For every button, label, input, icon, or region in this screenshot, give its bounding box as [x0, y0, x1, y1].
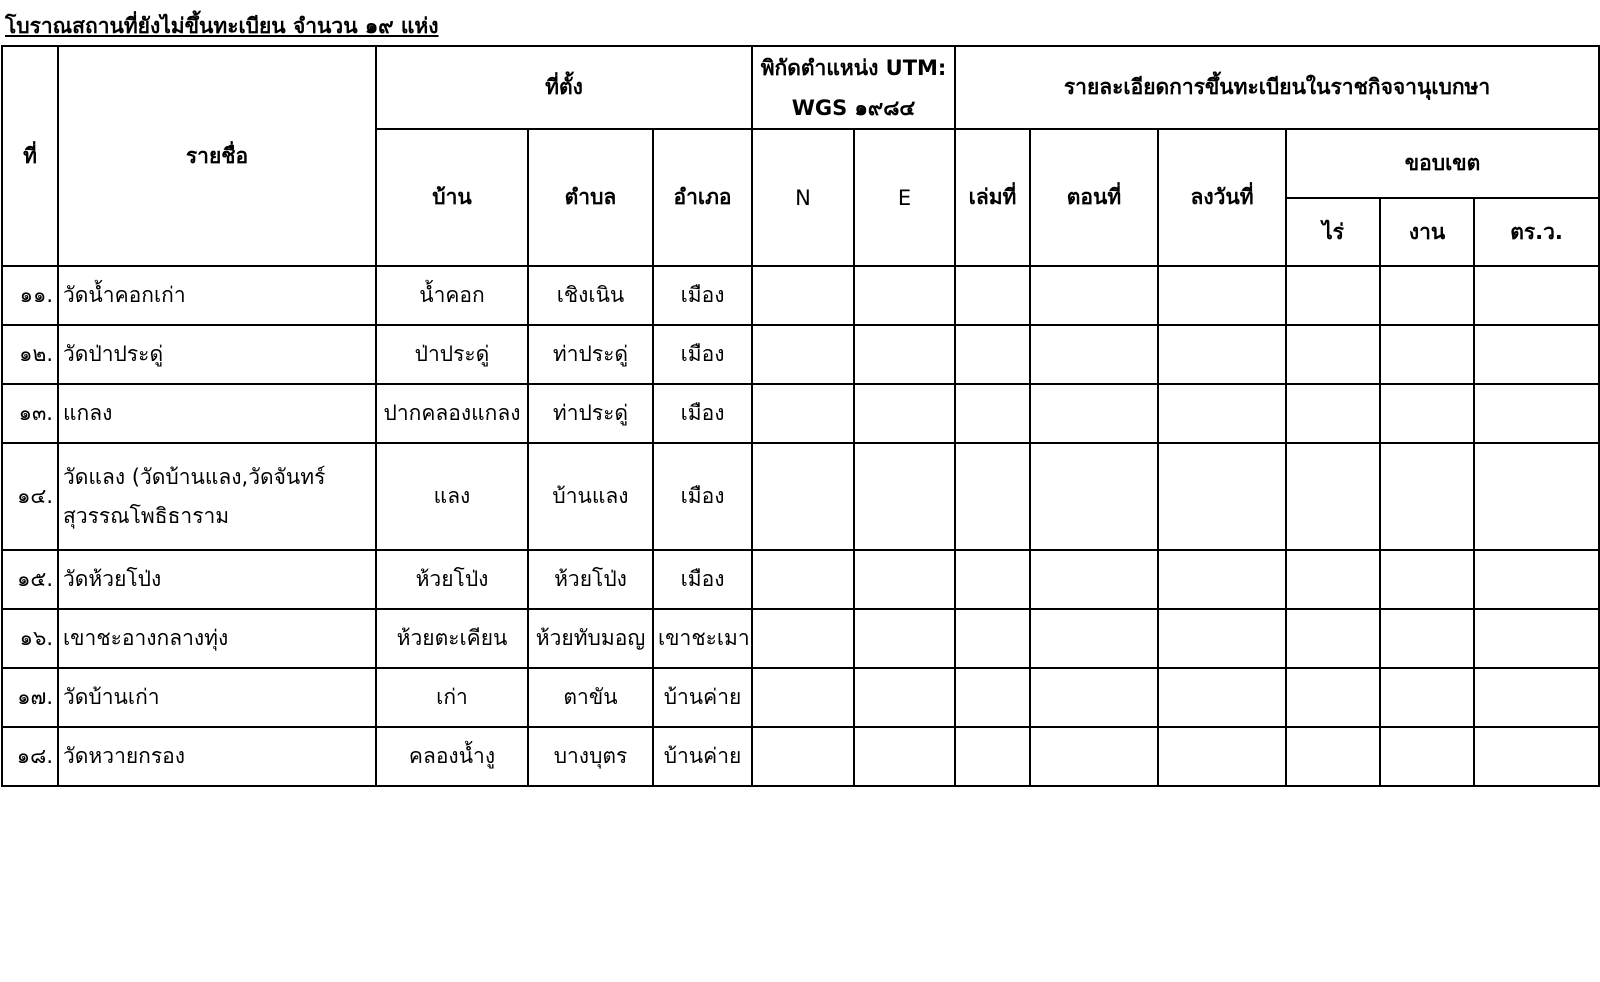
- table-row: [2, 609, 1599, 668]
- ngan-cell: [1380, 325, 1474, 384]
- site-name: วัดป่าประดู่: [58, 325, 376, 384]
- district-cell: บ้านค่าย: [653, 668, 752, 727]
- col-header-section: ตอนที่: [1030, 129, 1158, 266]
- n-cell: [752, 443, 854, 550]
- date-cell: [1158, 550, 1286, 609]
- village-cell: น้ำคอก: [376, 266, 528, 325]
- rai-cell: [1286, 609, 1380, 668]
- table-row: [2, 266, 1599, 325]
- e-cell: [854, 384, 955, 443]
- village-cell: แลง: [376, 443, 528, 550]
- district-cell: บ้านค่าย: [653, 727, 752, 786]
- site-name: วัดน้ำคอกเก่า: [58, 266, 376, 325]
- section-cell: [1030, 550, 1158, 609]
- volume-cell: [955, 668, 1030, 727]
- volume-cell: [955, 384, 1030, 443]
- ngan-cell: [1380, 727, 1474, 786]
- village-cell: ป่าประดู่: [376, 325, 528, 384]
- subdistrict-cell: บ้านแลง: [528, 443, 653, 550]
- n-cell: [752, 550, 854, 609]
- col-header-utm: [752, 46, 955, 129]
- rai-cell: [1286, 668, 1380, 727]
- rai-cell: [1286, 384, 1380, 443]
- row-number: ๑๔.: [2, 443, 58, 550]
- section-cell: [1030, 325, 1158, 384]
- sq-wa-cell: [1474, 550, 1599, 609]
- subdistrict-cell: ห้วยโป่ง: [528, 550, 653, 609]
- district-cell: เมือง: [653, 443, 752, 550]
- page-title: โบราณสถานที่ยังไม่ขึ้นทะเบียน จำนวน ๑๙ แห่ง: [5, 14, 439, 38]
- n-cell: [752, 609, 854, 668]
- e-cell: [854, 550, 955, 609]
- col-header-gazette: รายละเอียดการขึ้นทะเบียนในราชกิจจานุเบกษา: [955, 46, 1599, 129]
- sq-wa-cell: [1474, 668, 1599, 727]
- village-cell: ห้วยโป่ง: [376, 550, 528, 609]
- subdistrict-cell: ตาขัน: [528, 668, 653, 727]
- site-name: วัดห้วยโป่ง: [58, 550, 376, 609]
- col-header-district: อำเภอ: [653, 129, 752, 266]
- sq-wa-cell: [1474, 384, 1599, 443]
- e-cell: [854, 266, 955, 325]
- section-cell: [1030, 609, 1158, 668]
- section-cell: [1030, 668, 1158, 727]
- header-row-1: [2, 46, 1599, 129]
- n-cell: [752, 325, 854, 384]
- col-header-name: รายชื่อ: [58, 46, 376, 266]
- utm-label-line2: WGS ๑๙๘๔: [791, 95, 916, 120]
- district-cell: เมือง: [653, 384, 752, 443]
- district-cell: เมือง: [653, 550, 752, 609]
- subdistrict-cell: เชิงเนิน: [528, 266, 653, 325]
- row-number: ๑๕.: [2, 550, 58, 609]
- section-cell: [1030, 266, 1158, 325]
- ngan-cell: [1380, 668, 1474, 727]
- col-header-e: E: [854, 129, 955, 266]
- utm-label-line1: พิกัดตำแหน่ง UTM:: [760, 55, 947, 80]
- site-name: แกลง: [58, 384, 376, 443]
- e-cell: [854, 727, 955, 786]
- e-cell: [854, 443, 955, 550]
- sq-wa-cell: [1474, 609, 1599, 668]
- col-header-sq-wa: ตร.ว.: [1474, 198, 1599, 266]
- ngan-cell: [1380, 266, 1474, 325]
- site-name: วัดหวายกรอง: [58, 727, 376, 786]
- date-cell: [1158, 609, 1286, 668]
- col-header-date: ลงวันที่: [1158, 129, 1286, 266]
- table-row: [2, 443, 1599, 550]
- rai-cell: [1286, 550, 1380, 609]
- subdistrict-cell: บางบุตร: [528, 727, 653, 786]
- volume-cell: [955, 609, 1030, 668]
- date-cell: [1158, 443, 1286, 550]
- rai-cell: [1286, 325, 1380, 384]
- section-cell: [1030, 443, 1158, 550]
- rai-cell: [1286, 443, 1380, 550]
- col-header-rai: ไร่: [1286, 198, 1380, 266]
- site-name: วัดแลง (วัดบ้านแลง,วัดจันทร์สุวรรณโพธิธาราม: [58, 443, 376, 550]
- site-name: เขาชะอางกลางทุ่ง: [58, 609, 376, 668]
- table-row: [2, 727, 1599, 786]
- e-cell: [854, 325, 955, 384]
- table-row: [2, 384, 1599, 443]
- col-header-ngan: งาน: [1380, 198, 1474, 266]
- col-header-volume: เล่มที่: [955, 129, 1030, 266]
- subdistrict-cell: ท่าประดู่: [528, 384, 653, 443]
- ngan-cell: [1380, 550, 1474, 609]
- volume-cell: [955, 550, 1030, 609]
- row-number: ๑๓.: [2, 384, 58, 443]
- col-header-village: บ้าน: [376, 129, 528, 266]
- rai-cell: [1286, 266, 1380, 325]
- date-cell: [1158, 325, 1286, 384]
- n-cell: [752, 266, 854, 325]
- heritage-table: [1, 45, 1600, 787]
- volume-cell: [955, 727, 1030, 786]
- row-number: ๑๗.: [2, 668, 58, 727]
- subdistrict-cell: ท่าประดู่: [528, 325, 653, 384]
- e-cell: [854, 609, 955, 668]
- col-header-location: ที่ตั้ง: [376, 46, 752, 129]
- n-cell: [752, 384, 854, 443]
- sq-wa-cell: [1474, 325, 1599, 384]
- village-cell: คลองน้ำงู: [376, 727, 528, 786]
- col-header-boundary: ขอบเขต: [1286, 129, 1599, 198]
- section-cell: [1030, 384, 1158, 443]
- sq-wa-cell: [1474, 443, 1599, 550]
- n-cell: [752, 668, 854, 727]
- col-header-no: ที่: [2, 46, 58, 266]
- table-row: [2, 668, 1599, 727]
- rai-cell: [1286, 727, 1380, 786]
- ngan-cell: [1380, 443, 1474, 550]
- volume-cell: [955, 266, 1030, 325]
- date-cell: [1158, 384, 1286, 443]
- date-cell: [1158, 668, 1286, 727]
- sq-wa-cell: [1474, 727, 1599, 786]
- village-cell: เก่า: [376, 668, 528, 727]
- date-cell: [1158, 727, 1286, 786]
- ngan-cell: [1380, 384, 1474, 443]
- district-cell: เมือง: [653, 325, 752, 384]
- village-cell: ห้วยตะเคียน: [376, 609, 528, 668]
- sq-wa-cell: [1474, 266, 1599, 325]
- village-cell: ปากคลองแกลง: [376, 384, 528, 443]
- volume-cell: [955, 443, 1030, 550]
- n-cell: [752, 727, 854, 786]
- table-row: [2, 550, 1599, 609]
- volume-cell: [955, 325, 1030, 384]
- row-number: ๑๒.: [2, 325, 58, 384]
- row-number: ๑๑.: [2, 266, 58, 325]
- col-header-n: N: [752, 129, 854, 266]
- district-cell: เมือง: [653, 266, 752, 325]
- section-cell: [1030, 727, 1158, 786]
- district-cell: เขาชะเมา: [653, 609, 752, 668]
- subdistrict-cell: ห้วยทับมอญ: [528, 609, 653, 668]
- e-cell: [854, 668, 955, 727]
- col-header-subdistrict: ตำบล: [528, 129, 653, 266]
- ngan-cell: [1380, 609, 1474, 668]
- table-row: [2, 325, 1599, 384]
- row-number: ๑๖.: [2, 609, 58, 668]
- row-number: ๑๘.: [2, 727, 58, 786]
- site-name: วัดบ้านเก่า: [58, 668, 376, 727]
- date-cell: [1158, 266, 1286, 325]
